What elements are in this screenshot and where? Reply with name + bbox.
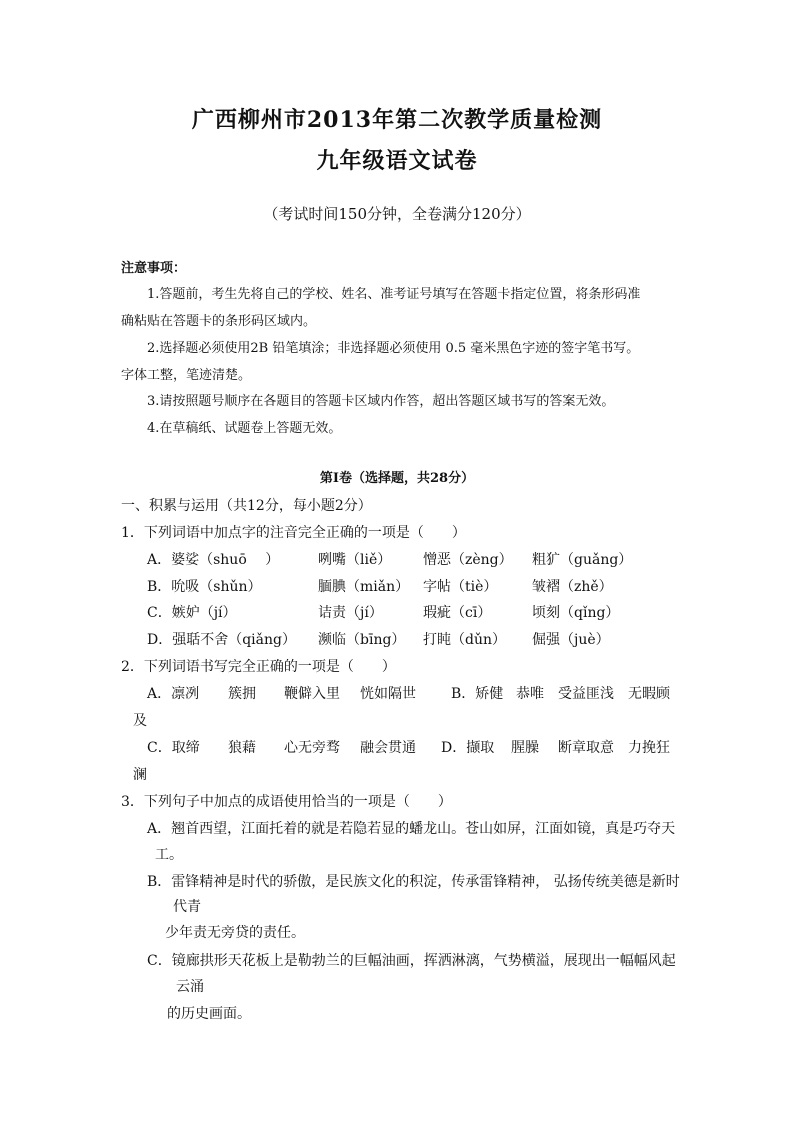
q1-option-d-word: 倔强（juè） xyxy=(532,632,610,648)
exam-time-note: （考试时间150分钟，全卷满分120分） xyxy=(263,205,531,223)
q2-word: 无暇顾 xyxy=(628,686,670,702)
q1-option-c: C．嫉妒（jí） xyxy=(147,605,237,621)
q3-option-a: A．翘首西望，江面托着的就是若隐若显的蟠龙山。苍山如屏，江面如镜，真是巧夺天 xyxy=(147,821,676,837)
q1-option-c-word: 顷刻（qǐng） xyxy=(532,605,620,621)
q1-option-a-word: 咧嘴（liě） xyxy=(318,552,392,568)
question-2-stem: 2．下列词语书写完全正确的一项是（ ） xyxy=(121,659,396,675)
q2-option-a: A．凛冽 xyxy=(147,686,200,702)
q2-word: 心无旁骛 xyxy=(284,740,340,756)
q3-option-a-cont: 工。 xyxy=(155,847,183,863)
q1-option-b-word: 皱褶（zhě） xyxy=(532,579,613,595)
q1-option-d-word: 打盹（dǔn） xyxy=(423,632,506,648)
q3-option-c-cont: 云涌 xyxy=(176,979,204,995)
q1-option-a: A．婆娑（shuō ） xyxy=(147,552,280,568)
q1-option-a-word: 憎恶（zèng） xyxy=(423,552,513,568)
note-line: 2.选择题必须使用2B 铅笔填涂；非选择题必须使用 0.5 毫米黑色字迹的签字笔书写。 xyxy=(147,341,640,356)
note-line: 1.答题前，考生先将自己的学校、姓名、准考证号填写在答题卡指定位置，将条形码准 xyxy=(147,287,641,302)
part-heading: 一、积累与运用（共12分，每小题2分） xyxy=(121,498,372,514)
q2-word-continuation: 及 xyxy=(133,713,147,729)
q1-option-b-word: 字帖（tiè） xyxy=(423,579,498,595)
q2-word: 断章取意 xyxy=(558,740,614,756)
q1-option-b: B．吮吸（shǔn） xyxy=(147,579,262,595)
section-heading: 第Ⅰ卷（选择题，共28分） xyxy=(319,471,475,486)
q3-option-c: C．镜廊拱形天花板上是勒勃兰的巨幅油画，挥洒淋漓，气势横溢，展现出一幅幅风起 xyxy=(147,953,676,969)
notes-heading: 注意事项： xyxy=(121,261,187,276)
q3-option-b: B．雷锋精神是时代的骄傲，是民族文化的积淀，传承雷锋精神， 弘扬传统美德是新时 xyxy=(147,874,680,890)
q1-option-c-word: 瑕疵（cī） xyxy=(423,605,492,621)
q2-word: 腥臊 xyxy=(511,740,539,756)
question-3-stem: 3．下列句子中加点的成语使用恰当的一项是（ ） xyxy=(121,794,452,810)
q1-option-d: D．强聒不舍（qiǎng） xyxy=(147,632,296,648)
q2-word: 恭唯 xyxy=(516,686,544,702)
q2-option-c: C．取缔 xyxy=(147,740,200,756)
question-1-stem: 1．下列词语中加点字的注音完全正确的一项是（ ） xyxy=(121,525,466,541)
q2-word-continuation: 澜 xyxy=(133,767,147,783)
q2-word: 恍如隔世 xyxy=(360,686,416,702)
q1-option-c-word: 诘责（jí） xyxy=(318,605,383,621)
q2-word: 融会贯通 xyxy=(360,740,416,756)
q3-option-b-cont: 少年责无旁贷的责任。 xyxy=(165,925,305,941)
q1-option-d-word: 濒临（bīng） xyxy=(318,632,406,648)
exam-title: 广西柳州市2013年第二次教学质量检测 xyxy=(191,107,603,133)
note-line: 确粘贴在答题卡的条形码区域内。 xyxy=(121,314,317,329)
q2-word: 狼藉 xyxy=(228,740,256,756)
note-line: 3.请按照题号顺序在各题目的答题卡区域内作答，超出答题区域书写的答案无效。 xyxy=(147,394,615,409)
q2-option-b: B．矫健 xyxy=(451,686,504,702)
q2-word: 受益匪浅 xyxy=(558,686,614,702)
q2-word: 鞭僻入里 xyxy=(284,686,340,702)
q3-option-b-cont: 代青 xyxy=(173,899,201,915)
q1-option-a-word: 粗犷（guǎng） xyxy=(532,552,633,568)
q1-option-b-word: 腼腆（miǎn） xyxy=(318,579,410,595)
q2-word: 簇拥 xyxy=(228,686,256,702)
exam-subject-title: 九年级语文试卷 xyxy=(316,148,478,174)
note-line: 字体工整，笔迹清楚。 xyxy=(121,368,252,383)
note-line: 4.在草稿纸、试题卷上答题无效。 xyxy=(147,421,342,436)
q2-option-d: D．撷取 xyxy=(441,740,495,756)
q2-word: 力挽狂 xyxy=(628,740,670,756)
q3-option-c-cont: 的历史画面。 xyxy=(167,1006,251,1022)
